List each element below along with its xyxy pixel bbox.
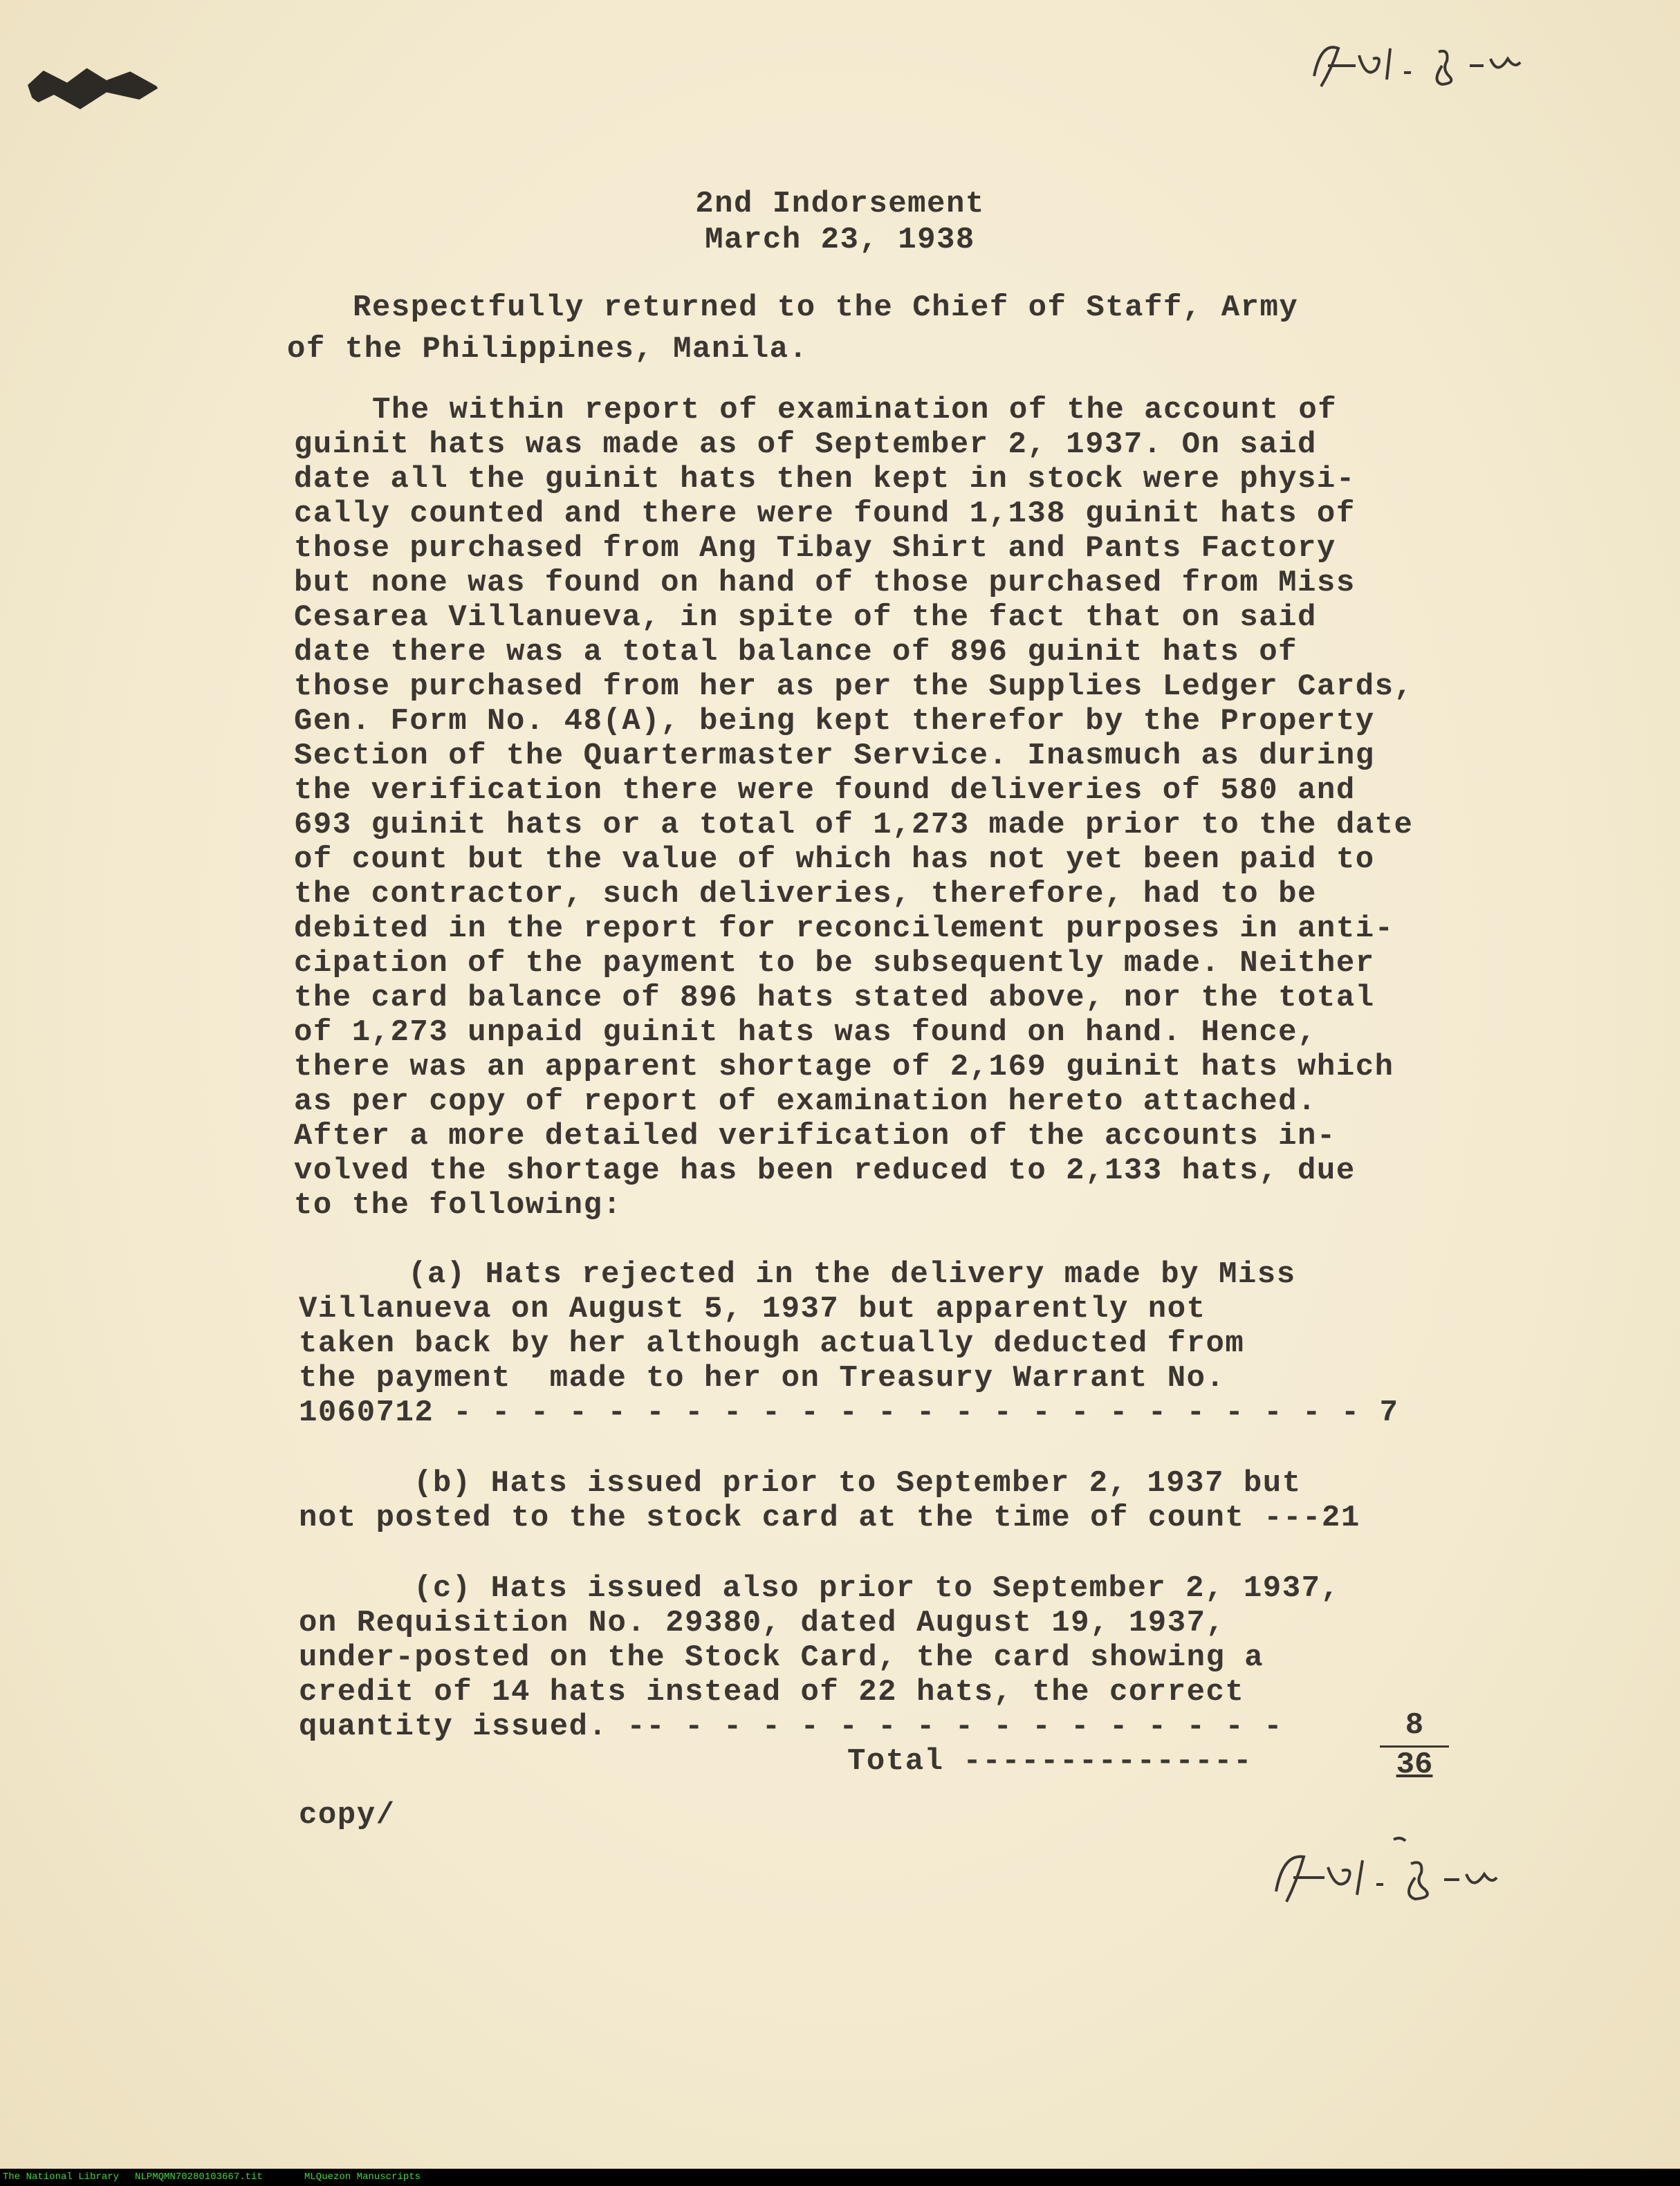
text-line: as per copy of report of examination hereto attached. [294,1084,1317,1119]
text-line: Respectfully returned to the Chief of Staff, Army [353,290,1299,325]
text-line: of count but the value of which has not yet been paid to [294,842,1375,877]
item-c-line: quantity issued. -- - - - - - - - - - - - - - - - - [299,1710,1284,1744]
footer-file: NLPMQMN70280103667.tit [135,2171,263,2183]
item-a-line: 1060712 - - - - - - - - - - - - - - - - - - - - - - - - 7 [299,1396,1399,1430]
text-line: guinit hats was made as of September 2, 1937. On said [294,427,1317,462]
text-line: Gen. Form No. 48(A), being kept therefor by the Property [294,704,1375,739]
item-c-line: on Requisition No. 29380, dated August 19, 1937, [299,1606,1226,1640]
item-c-line: (c) Hats issued also prior to September 2, 1937, [414,1571,1340,1606]
text-line: volved the shortage has been reduced to 2,133 hats, due [294,1154,1356,1188]
item-c-value: 8 [1380,1708,1449,1748]
text-line: the contractor, such deliveries, therefore, had to be [294,877,1317,911]
indorsement-heading: 2nd Indorsement [695,187,985,221]
text-line: debited in the report for reconcilement purposes in anti- [294,911,1394,946]
item-a-line: (a) Hats rejected in the delivery made by Miss [408,1257,1296,1292]
text-line: of 1,273 unpaid guinit hats was found on hand. Hence, [294,1015,1317,1050]
total-value: 36 [1396,1748,1433,1782]
item-a-line: taken back by her although actually deducted from [299,1326,1245,1361]
text-line: Section of the Quartermaster Service. Inasmuch as during [294,739,1375,773]
header-initials [1300,28,1563,97]
text-line: the card balance of 896 hats stated above, nor the total [294,981,1375,1015]
item-a-line: the payment made to her on Treasury Warrant No. [299,1361,1226,1396]
text-line: After a more detailed verification of the accounts in- [294,1119,1336,1154]
total-figures [1380,1708,1449,1782]
archive-footer-bar [0,2169,1680,2186]
torn-corner-mark [28,66,159,114]
item-c-line: credit of 14 hats instead of 22 hats, the correct [299,1675,1245,1710]
text-line: those purchased from Ang Tibay Shirt and Pants Factory [294,531,1336,566]
footer-library: The National Library [3,2171,120,2183]
copy-mark: copy/ [299,1798,396,1833]
text-line: date all the guinit hats then kept in stock were physi- [294,462,1356,497]
text-line: date there was a total balance of 896 guinit hats of [294,635,1298,669]
text-line: those purchased from her as per the Supplies Ledger Cards, [294,669,1414,704]
text-line: the verification there were found deliveries of 580 and [294,773,1356,808]
item-a-line: Villanueva on August 5, 1937 but apparently not [299,1292,1206,1326]
footer-collection: MLQuezon Manuscripts [304,2171,421,2183]
text-line: of the Philippines, Manila. [287,332,809,367]
text-line: to the following: [294,1188,622,1223]
indorsement-date: March 23, 1938 [705,223,975,257]
text-line: cipation of the payment to be subsequently made. Neither [294,946,1375,981]
item-b-line: (b) Hats issued prior to September 2, 1937 but [414,1466,1302,1501]
text-line: Cesarea Villanueva, in spite of the fact that on said [294,600,1317,635]
bottom-signature [1259,1826,1522,1916]
total-label: Total --------------- [847,1744,1253,1779]
text-line: The within report of examination of the account of [372,393,1338,427]
item-c-line: under-posted on the Stock Card, the card showing a [299,1640,1264,1675]
text-line: but none was found on hand of those purchased from Miss [294,566,1356,600]
text-line: there was an apparent shortage of 2,169 guinit hats which [294,1050,1394,1084]
text-line: 693 guinit hats or a total of 1,273 made prior to the date [294,808,1414,842]
text-line: cally counted and there were found 1,138 guinit hats of [294,497,1356,531]
item-b-line: not posted to the stock card at the time of count ---21 [299,1501,1360,1535]
